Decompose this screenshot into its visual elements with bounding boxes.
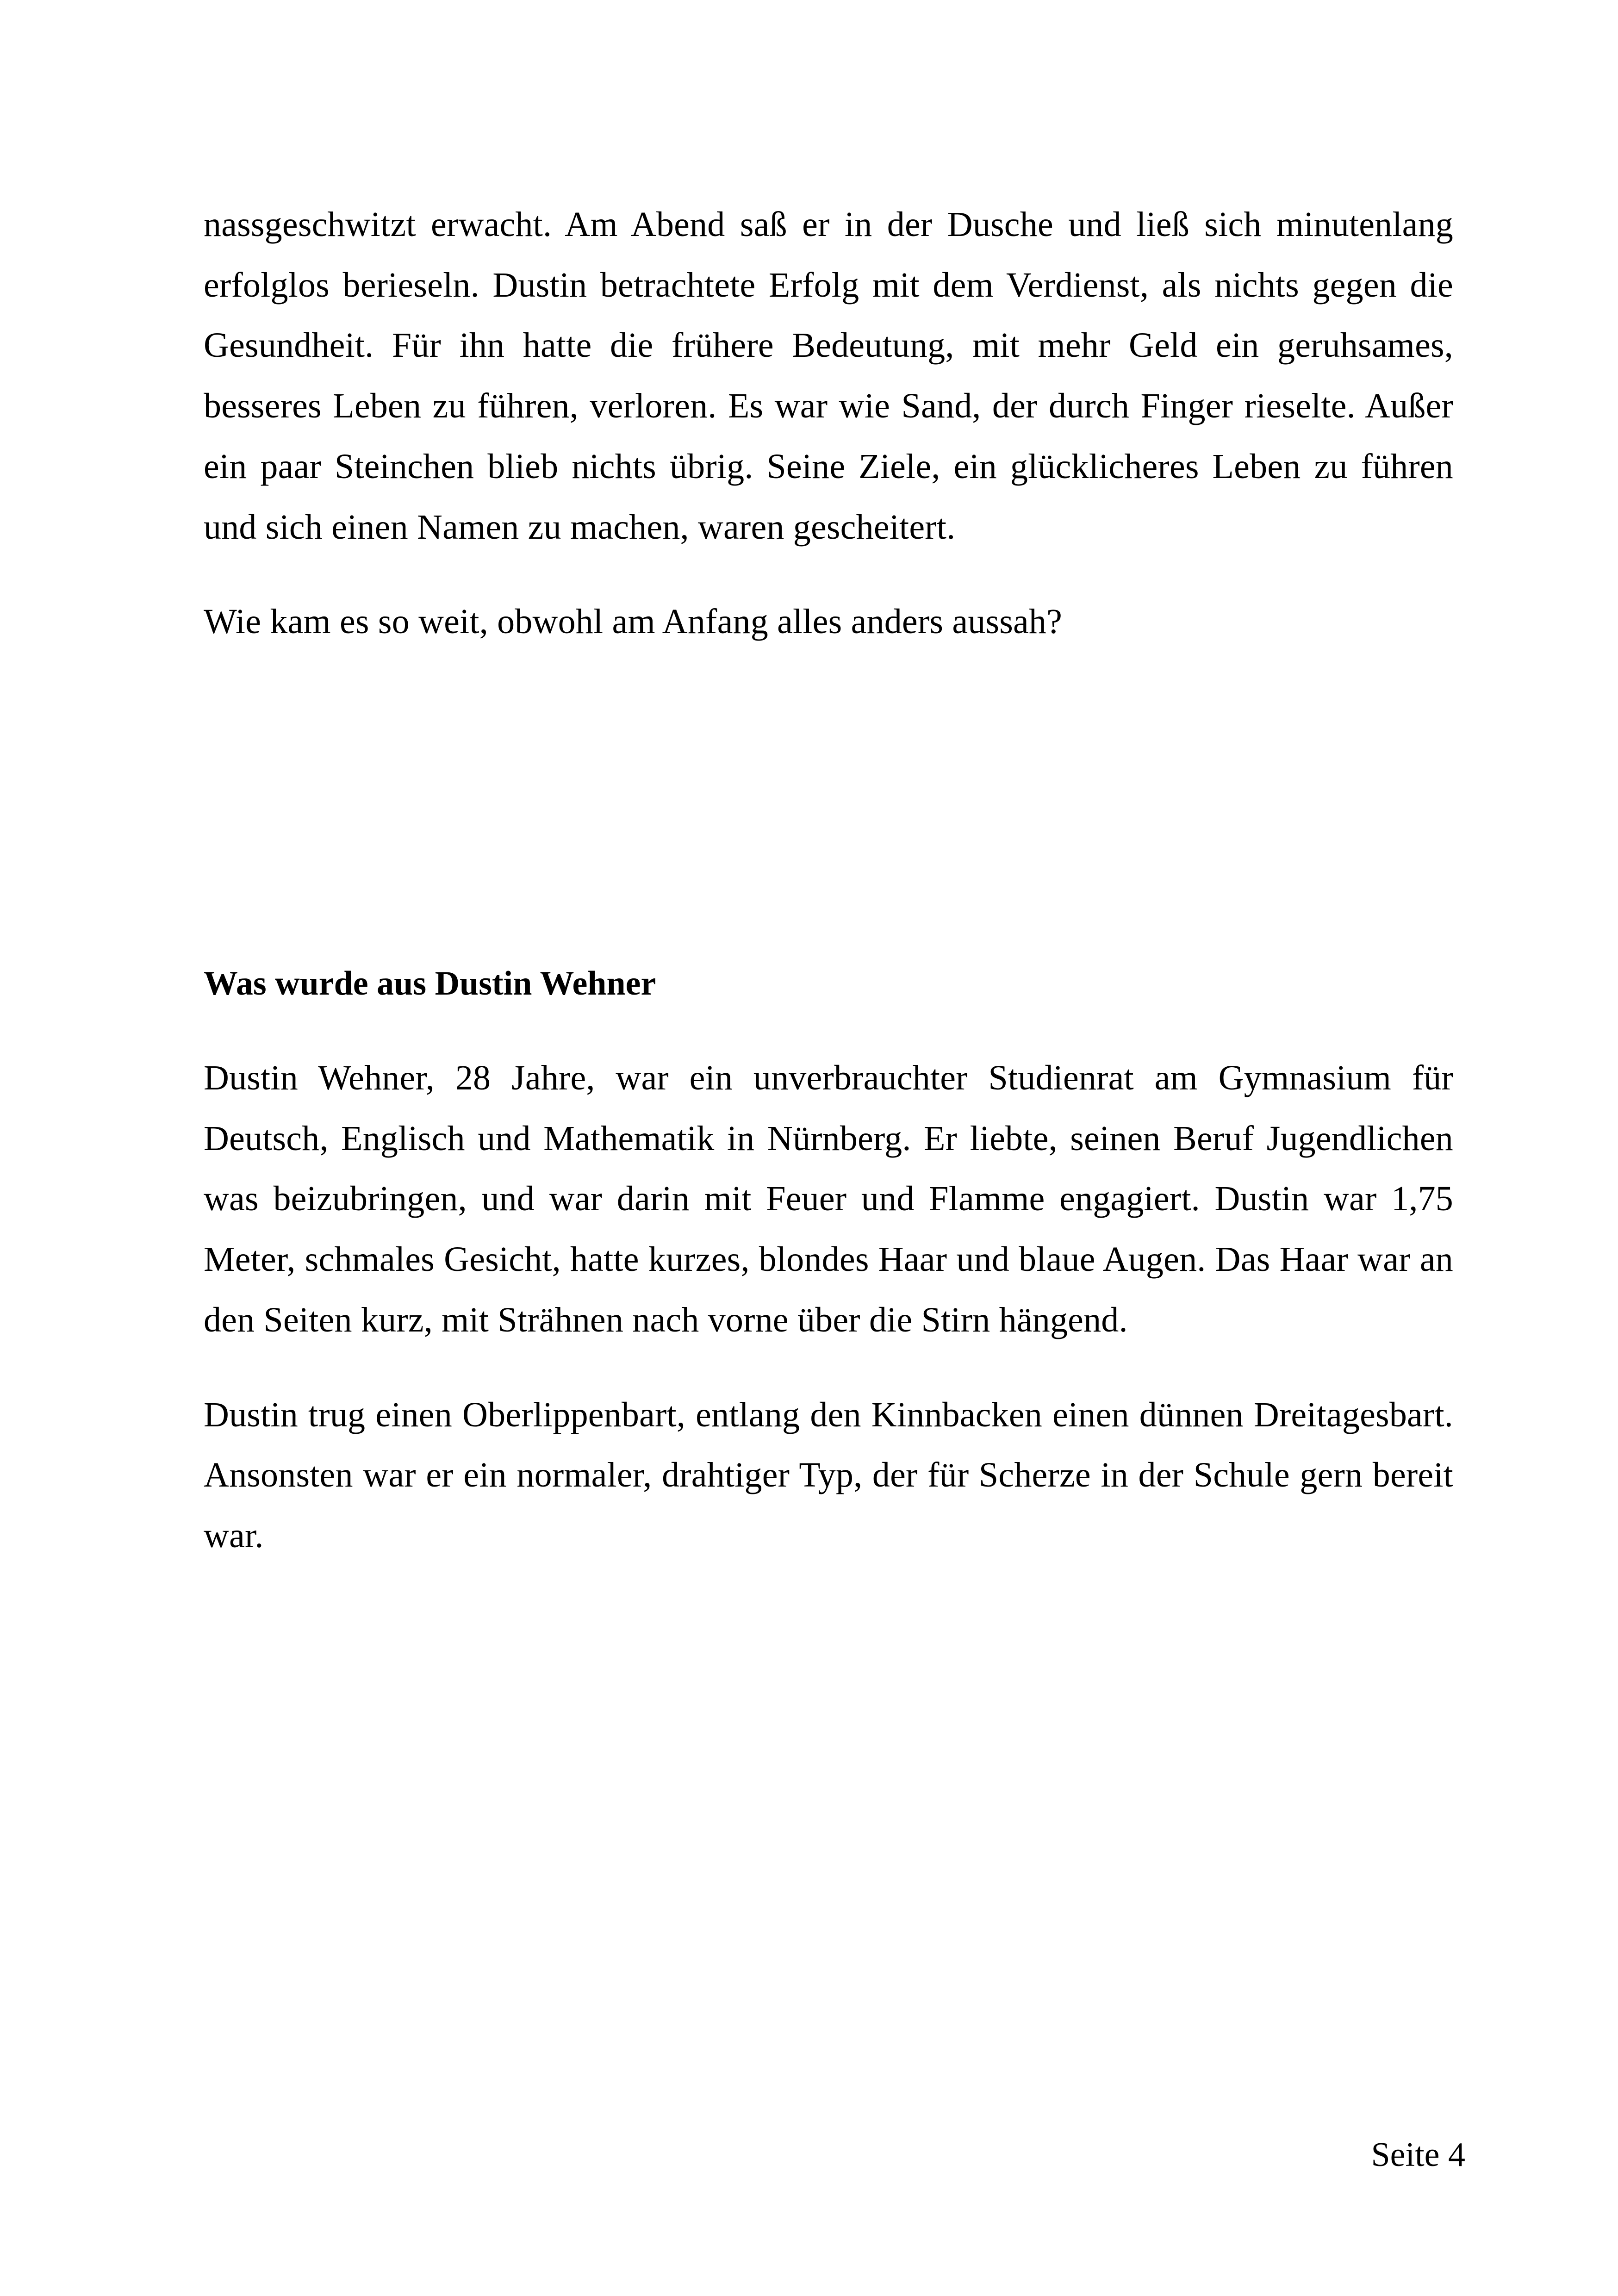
page-number: Seite 4 (1371, 2136, 1465, 2174)
section-gap (204, 686, 1453, 964)
paragraph-continuation: nassgeschwitzt erwacht. Am Abend saß er in der Dusche und ließ sich minutenlang erfolglos berieseln. Dustin betrachtete Erfolg mit dem Verdienst, als nichts gegen die Gesundheit. Für ihn hatte die frühere Bedeutung, mit mehr Geld ein geruhsames, besseres Leben zu führen, verloren. Es war wie Sand, der durch Finger rieselte. Außer ein paar Steinchen blieb nichts übrig. Seine Ziele, ein glücklicheres Leben zu führen und sich einen Namen zu machen, waren gescheitert. (204, 205, 1453, 547)
page-content (204, 194, 1453, 1566)
section-heading: Was wurde aus Dustin Wehner (204, 964, 656, 1003)
paragraph-question: Wie kam es so weit, obwohl am Anfang alles anders aussah? (204, 602, 1063, 641)
paragraph-character-description: Dustin Wehner, 28 Jahre, war ein unverbrauchter Studienrat am Gymnasium für Deutsch, Englisch und Mathematik in Nürnberg. Er liebte, seinen Beruf Jugendlichen was beizubringen, und war darin mit Feuer und Flamme engagiert. Dustin war 1,75 Meter, schmales Gesicht, hatte kurzes, blondes Haar und blaue Augen. Das Haar war an den Seiten kurz, mit Strähnen nach vorne über die Stirn hängend. (204, 1058, 1453, 1339)
paragraph-appearance-description: Dustin trug einen Oberlippenbart, entlang den Kinnbacken einen dünnen Dreitagesbart. Ansonsten war er ein normaler, drahtiger Typ, der für Scherze in der Schule gern bereit war. (204, 1395, 1453, 1556)
